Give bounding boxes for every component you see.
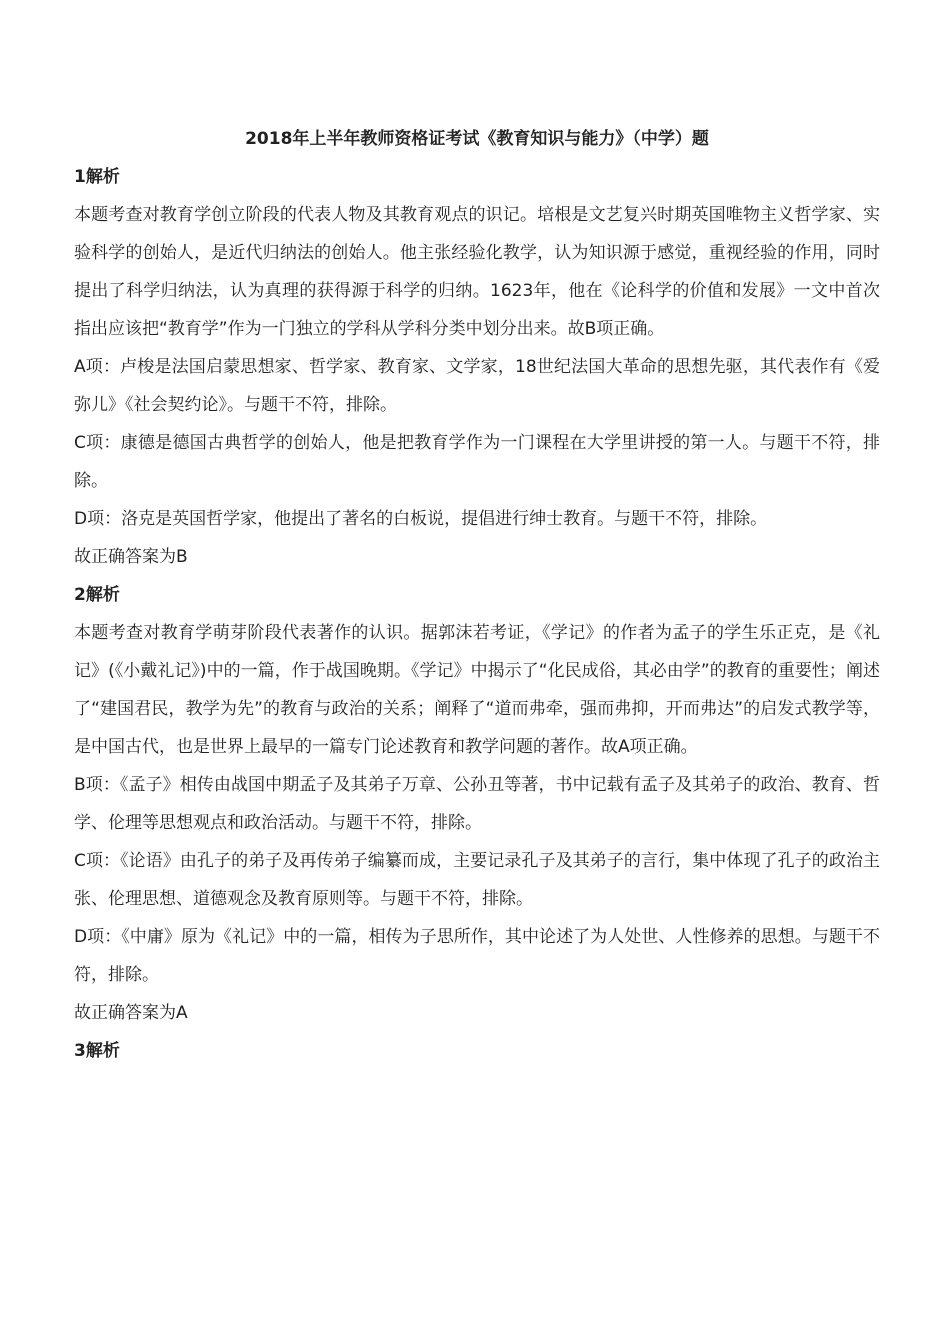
section-heading: 1解析	[74, 167, 120, 187]
document-page	[74, 120, 880, 1070]
explanation-paragraph: 本题考查对教育学创立阶段的代表人物及其教育观点的识记。培根是文艺复兴时期英国唯物主义哲学家、实验科学的创始人，是近代归纳法的创始人。他主张经验化教学，认为知识源于感觉，重视经验的作用，同时提出了科学归纳法，认为真理的获得源于科学的归纳。1623年，他在《论科学的价值和发展》一文中首次指出应该把“教育学”作为一门独立的学科从学科分类中划分出来。故B项正确。	[74, 205, 880, 339]
option-a-paragraph: A项：卢梭是法国启蒙思想家、哲学家、教育家、文学家，18世纪法国大革命的思想先驱，其代表作有《爱弥儿》《社会契约论》。与题干不符，排除。	[74, 357, 880, 415]
section-heading: 2解析	[74, 585, 120, 605]
answer-line: 故正确答案为B	[74, 547, 188, 567]
option-c-paragraph: C项：康德是德国古典哲学的创始人，他是把教育学作为一门课程在大学里讲授的第一人。与题干不符，排除。	[74, 433, 880, 491]
option-d-paragraph: D项：《中庸》原为《礼记》中的一篇，相传为子思所作，其中论述了为人处世、人性修养的思想。与题干不符，排除。	[74, 927, 880, 985]
document-title: 2018年上半年教师资格证考试《教育知识与能力》（中学）题	[245, 129, 709, 149]
option-b-paragraph: B项：《孟子》相传由战国中期孟子及其弟子万章、公孙丑等著，书中记载有孟子及其弟子的政治、教育、哲学、伦理等思想观点和政治活动。与题干不符，排除。	[74, 775, 880, 833]
option-d-paragraph: D项：洛克是英国哲学家，他提出了著名的白板说，提倡进行绅士教育。与题干不符，排除。	[74, 509, 768, 529]
answer-line: 故正确答案为A	[74, 1003, 188, 1023]
section-2	[74, 576, 880, 1032]
section-3	[74, 1032, 880, 1070]
option-c-paragraph: C项：《论语》由孔子的弟子及再传弟子编纂而成，主要记录孔子及其弟子的言行，集中体现了孔子的政治主张、伦理思想、道德观念及教育原则等。与题干不符，排除。	[74, 851, 880, 909]
section-heading: 3解析	[74, 1041, 120, 1061]
section-1	[74, 158, 880, 576]
explanation-paragraph: 本题考查对教育学萌芽阶段代表著作的认识。据郭沫若考证，《学记》的作者为孟子的学生乐正克，是《礼记》(《小戴礼记》)中的一篇，作于战国晚期。《学记》中揭示了“化民成俗，其必由学”的教育的重要性；阐述了“建国君民，教学为先”的教育与政治的关系；阐释了“道而弗牵，强而弗抑，开而弗达”的启发式教学等，是中国古代，也是世界上最早的一篇专门论述教育和教学问题的著作。故A项正确。	[74, 623, 880, 757]
